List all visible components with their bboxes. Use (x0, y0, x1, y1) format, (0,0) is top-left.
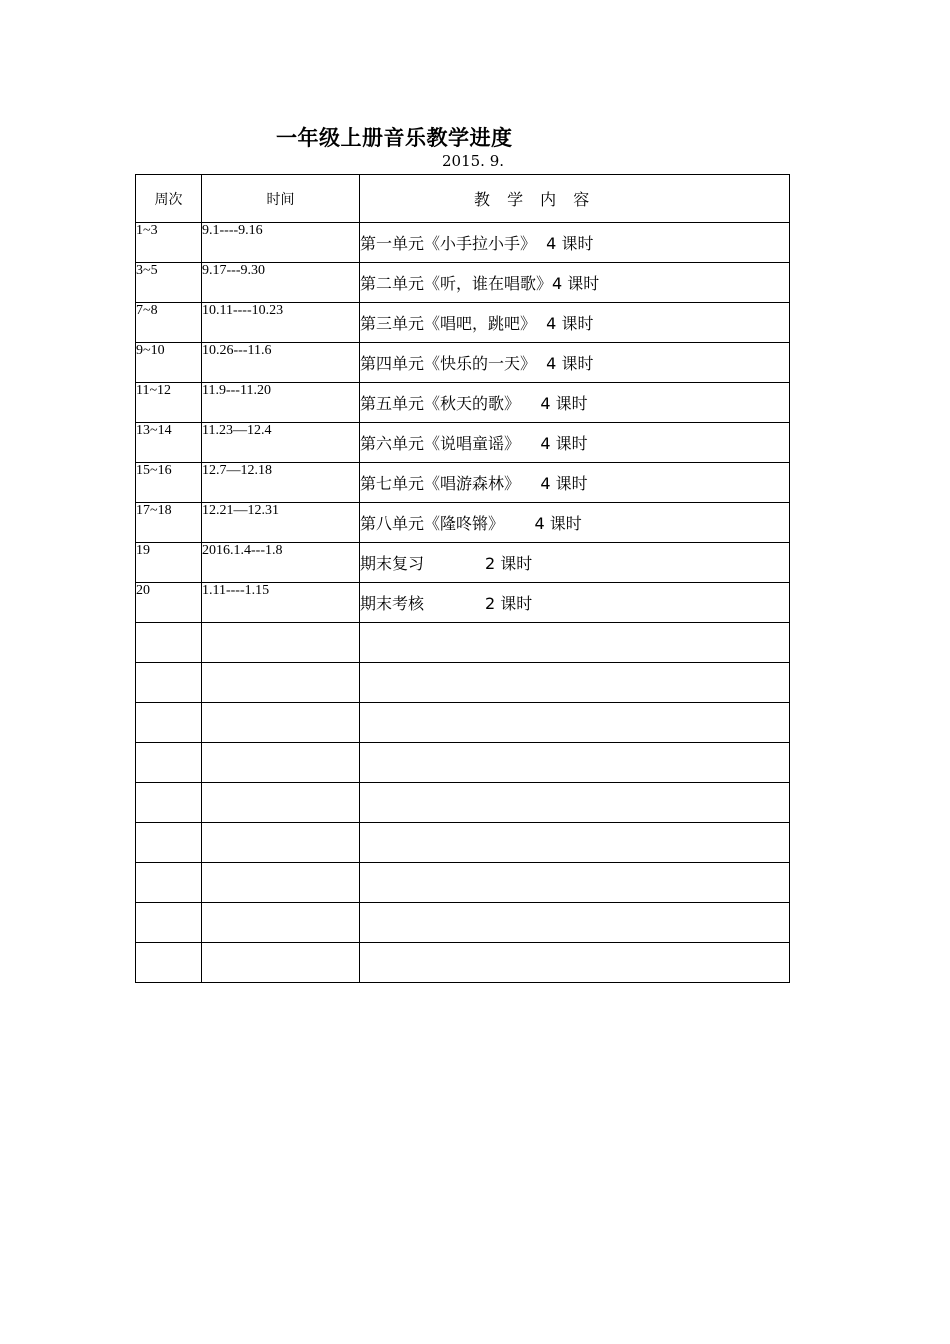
time-cell: 1.11----1.15 (202, 583, 360, 623)
content-cell (360, 743, 790, 783)
table-row (136, 663, 790, 703)
week-cell: 11~12 (136, 383, 202, 423)
time-cell: 12.21—12.31 (202, 503, 360, 543)
content-cell (360, 783, 790, 823)
time-cell: 11.23—12.4 (202, 423, 360, 463)
content-cell: 第八单元《隆咚锵》 4 课时 (360, 503, 790, 543)
table-header-row (136, 175, 790, 223)
content-cell: 第五单元《秋天的歌》 4 课时 (360, 383, 790, 423)
time-cell (202, 903, 360, 943)
header-content: 教 学 内 容 (360, 175, 790, 223)
table-row (136, 543, 790, 583)
table-row (136, 343, 790, 383)
week-cell (136, 663, 202, 703)
table-row (136, 383, 790, 423)
content-cell: 第四单元《快乐的一天》 4 课时 (360, 343, 790, 383)
table-row (136, 503, 790, 543)
table-row (136, 263, 790, 303)
content-cell: 第三单元《唱吧，跳吧》 4 课时 (360, 303, 790, 343)
content-cell (360, 823, 790, 863)
table-row (136, 423, 790, 463)
time-cell: 11.9---11.20 (202, 383, 360, 423)
content-cell (360, 663, 790, 703)
time-cell: 9.1----9.16 (202, 223, 360, 263)
content-cell (360, 703, 790, 743)
content-cell: 期末复习 2 课时 (360, 543, 790, 583)
week-cell (136, 623, 202, 663)
table-row (136, 623, 790, 663)
week-cell (136, 703, 202, 743)
week-cell: 9~10 (136, 343, 202, 383)
week-cell (136, 823, 202, 863)
content-cell (360, 623, 790, 663)
table-row (136, 303, 790, 343)
time-cell: 12.7—12.18 (202, 463, 360, 503)
week-cell (136, 863, 202, 903)
header-week: 周次 (136, 175, 202, 223)
table-row (136, 583, 790, 623)
table-row (136, 463, 790, 503)
table-row (136, 783, 790, 823)
table-row (136, 743, 790, 783)
week-cell: 19 (136, 543, 202, 583)
time-cell (202, 823, 360, 863)
page-title: 一年级上册音乐教学进度 (276, 126, 513, 150)
content-cell: 第六单元《说唱童谣》 4 课时 (360, 423, 790, 463)
week-cell: 17~18 (136, 503, 202, 543)
table-row (136, 943, 790, 983)
table-row (136, 863, 790, 903)
time-cell (202, 783, 360, 823)
document-date: 2015. 9. (442, 152, 505, 170)
time-cell (202, 663, 360, 703)
teaching-schedule-table (135, 174, 790, 983)
content-cell (360, 903, 790, 943)
time-cell: 10.11----10.23 (202, 303, 360, 343)
table-row (136, 823, 790, 863)
time-cell (202, 703, 360, 743)
week-cell: 13~14 (136, 423, 202, 463)
table-row (136, 703, 790, 743)
week-cell: 3~5 (136, 263, 202, 303)
content-cell: 第二单元《听，谁在唱歌》4 课时 (360, 263, 790, 303)
week-cell (136, 743, 202, 783)
week-cell: 1~3 (136, 223, 202, 263)
time-cell: 9.17---9.30 (202, 263, 360, 303)
time-cell: 2016.1.4---1.8 (202, 543, 360, 583)
content-cell: 第七单元《唱游森林》 4 课时 (360, 463, 790, 503)
week-cell: 20 (136, 583, 202, 623)
table-row (136, 903, 790, 943)
content-cell (360, 943, 790, 983)
header-time: 时间 (202, 175, 360, 223)
week-cell (136, 943, 202, 983)
content-cell: 第一单元《小手拉小手》 4 课时 (360, 223, 790, 263)
content-cell: 期末考核 2 课时 (360, 583, 790, 623)
week-cell (136, 783, 202, 823)
week-cell (136, 903, 202, 943)
time-cell (202, 623, 360, 663)
time-cell (202, 943, 360, 983)
content-cell (360, 863, 790, 903)
week-cell: 15~16 (136, 463, 202, 503)
time-cell (202, 863, 360, 903)
table-row (136, 223, 790, 263)
time-cell (202, 743, 360, 783)
time-cell: 10.26---11.6 (202, 343, 360, 383)
week-cell: 7~8 (136, 303, 202, 343)
